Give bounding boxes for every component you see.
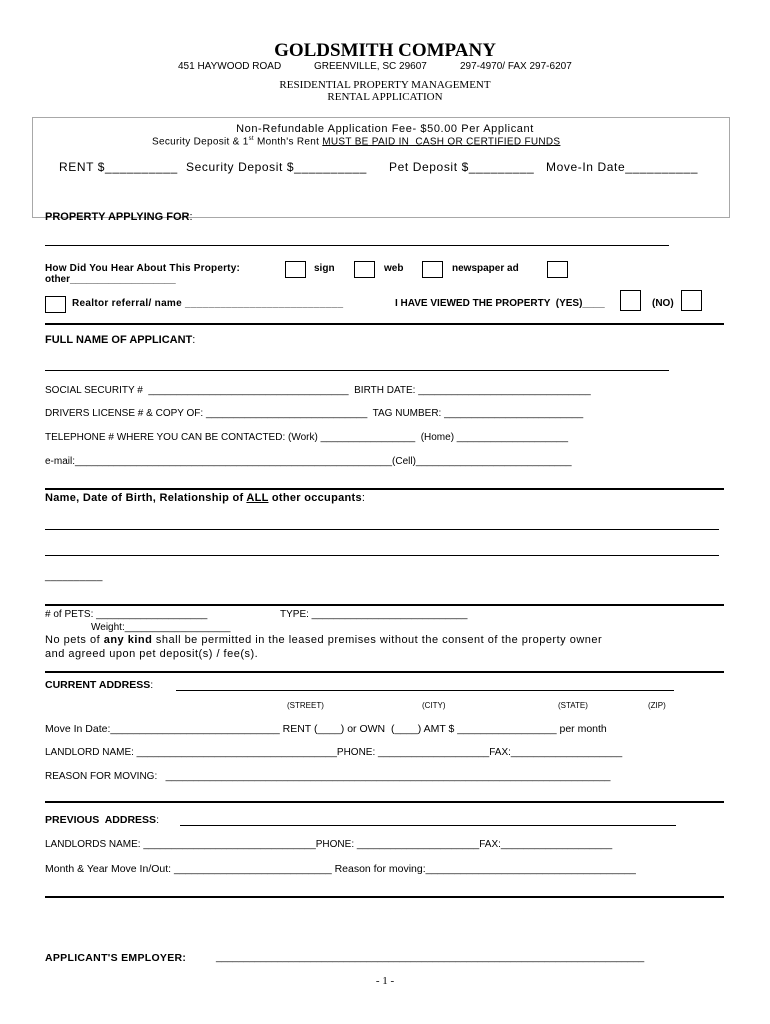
occupants-label-a: Name, Date of Birth, Relationship of (45, 492, 247, 504)
section-divider (45, 671, 724, 673)
pet-policy-bold: any kind (103, 634, 153, 646)
previous-address-label (45, 814, 159, 826)
pet-policy-line-2: and agreed upon pet deposit(s) / fee(s). (45, 648, 259, 660)
sign-checkbox[interactable] (285, 261, 306, 278)
reason-for-moving-field[interactable]: REASON FOR MOVING: ________________________________________________________________________________ (45, 771, 611, 782)
full-name-colon: : (192, 334, 196, 346)
full-name-line[interactable] (45, 370, 669, 371)
newspaper-option-label: newspaper ad (452, 263, 519, 274)
hear-about-label: How Did You Hear About This Property: (45, 263, 241, 274)
previous-address-colon: : (156, 814, 159, 826)
pet-deposit-field[interactable]: Pet Deposit $_________ (389, 160, 535, 174)
occupants-colon: : (361, 492, 366, 504)
subtitle-management: RESIDENTIAL PROPERTY MANAGEMENT (279, 79, 491, 91)
page-number: - 1 - (375, 975, 395, 987)
other-checkbox[interactable] (547, 261, 568, 278)
pet-count-field[interactable]: # of PETS: ____________________ (45, 609, 208, 620)
occupants-label-b: other occupants (268, 492, 362, 504)
viewed-property-no: (NO) (652, 298, 674, 309)
security-deposit-note-mid: Month's Rent (253, 136, 323, 148)
previous-landlord-field[interactable]: LANDLORDS NAME: _______________________________PHONE: ______________________FAX:____________________ (45, 839, 613, 850)
viewed-yes-checkbox[interactable] (620, 290, 641, 311)
drivers-license-field[interactable]: DRIVERS LICENSE # & COPY OF: _____________________________ TAG NUMBER: _________________________ (45, 408, 584, 419)
rent-field[interactable]: RENT $__________ (59, 160, 178, 174)
full-name-label-text: FULL NAME OF APPLICANT (45, 334, 193, 346)
current-address-label (45, 679, 153, 691)
employer-label: APPLICANT'S EMPLOYER: (45, 952, 187, 964)
section-divider (45, 604, 724, 606)
pet-policy-b: shall be permitted in the leased premises without the consent of the property owner (152, 634, 603, 646)
occupants-line-2[interactable] (45, 555, 719, 556)
current-address-colon: : (150, 679, 154, 691)
company-name: GOLDSMITH COMPANY (274, 40, 496, 61)
property-applying-label (45, 211, 193, 223)
section-divider (45, 896, 724, 898)
property-address-line[interactable] (45, 245, 669, 246)
application-fee-text: Non-Refundable Application Fee- $50.00 Per Applicant (236, 123, 534, 135)
company-address-road: 451 HAYWOOD ROAD (178, 61, 282, 72)
property-applying-label-text: PROPERTY APPLYING FOR (45, 211, 190, 223)
subtitle-application: RENTAL APPLICATION (327, 91, 443, 103)
current-address-label-text: CURRENT ADDRESS (45, 679, 151, 691)
zip-caption: (ZIP) (648, 701, 666, 710)
state-caption: (STATE) (558, 701, 588, 710)
section-divider (45, 801, 724, 803)
previous-address-label-text: PREVIOUS ADDRESS (45, 814, 157, 826)
pet-weight-field[interactable]: Weight:___________________ (91, 622, 231, 633)
occupants-label-all: ALL (246, 492, 269, 504)
section-divider (45, 488, 724, 490)
company-phone: 297-4970/ FAX 297-6207 (460, 61, 572, 72)
full-name-label (45, 334, 195, 346)
social-security-field[interactable]: SOCIAL SECURITY # ____________________________________ BIRTH DATE: _______________________________ (45, 385, 591, 396)
realtor-referral-field[interactable]: Realtor referral/ name ___________________________ (72, 298, 344, 309)
security-deposit-field[interactable]: Security Deposit $__________ (186, 160, 367, 174)
street-caption: (STREET) (287, 701, 324, 710)
pet-policy-line-1 (45, 634, 602, 646)
security-deposit-note-underlined: MUST BE PAID IN CASH OR CERTIFIED FUNDS (322, 136, 561, 148)
viewed-no-checkbox[interactable] (681, 290, 702, 311)
other-option-field[interactable]: other___________________ (45, 274, 176, 285)
employer-field[interactable]: _____________________________________________________________________________ (216, 952, 645, 963)
move-in-date-field[interactable]: Move-In Date__________ (546, 160, 698, 174)
web-option-label: web (384, 263, 404, 274)
property-applying-colon: : (189, 211, 193, 223)
city-caption: (CITY) (422, 701, 446, 710)
security-deposit-note (152, 136, 560, 147)
viewed-property-yes: I HAVE VIEWED THE PROPERTY (YES)____ (395, 298, 605, 309)
realtor-checkbox[interactable] (45, 296, 66, 313)
current-address-line[interactable] (176, 690, 674, 691)
pet-policy-a: No pets of (45, 634, 104, 646)
section-divider (45, 323, 724, 325)
company-address-city: GREENVILLE, SC 29607 (314, 61, 427, 72)
occupants-line-1[interactable] (45, 529, 719, 530)
web-checkbox[interactable] (354, 261, 375, 278)
security-deposit-note-sup: st (248, 136, 254, 142)
landlord-field[interactable]: LANDLORD NAME: ____________________________________PHONE: ____________________FAX:____________________ (45, 747, 623, 758)
occupants-label (45, 492, 365, 504)
move-in-rent-own-field[interactable]: Move In Date:_____________________________ RENT (____) or OWN (____) AMT $ _________________ per month (45, 723, 607, 735)
previous-address-line[interactable] (180, 825, 676, 826)
occupants-line-3[interactable]: __________ (45, 571, 103, 582)
pet-type-field[interactable]: TYPE: ____________________________ (280, 609, 468, 620)
previous-dates-field[interactable]: Month & Year Move In/Out: ___________________________ Reason for moving:____________________________________ (45, 863, 636, 875)
sign-option-label: sign (314, 263, 335, 274)
email-field[interactable]: e-mail:_________________________________________________________(Cell)____________________________ (45, 456, 572, 467)
security-deposit-note-prefix: Security Deposit & 1 (152, 136, 249, 148)
telephone-field[interactable]: TELEPHONE # WHERE YOU CAN BE CONTACTED: (Work) _________________ (Home) ____________________ (45, 432, 569, 443)
newspaper-checkbox[interactable] (422, 261, 443, 278)
